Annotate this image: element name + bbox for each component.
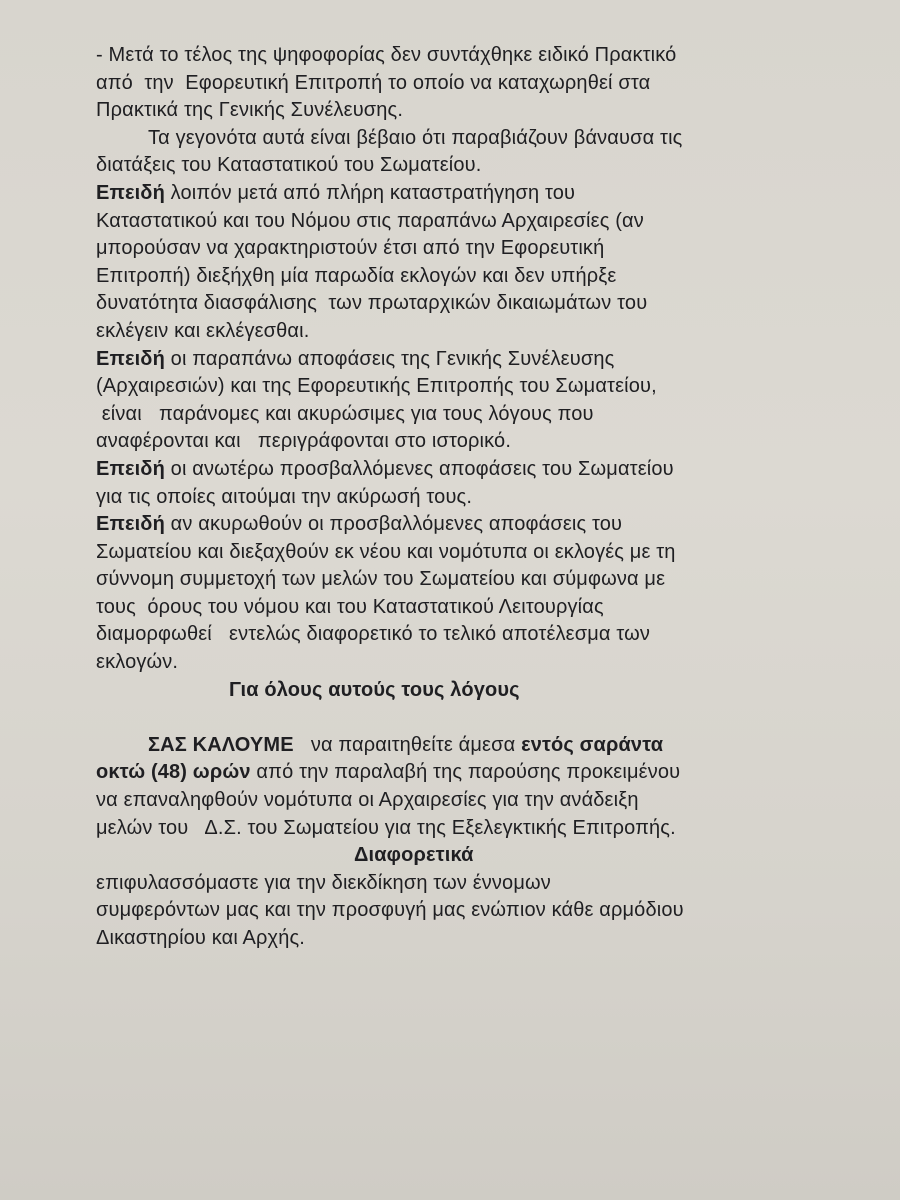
text-segment: αν ακυρωθούν οι προσβαλλόμενες αποφάσεις του [170, 513, 623, 536]
text-line: διαμορφωθεί εντελώς διαφορετικό το τελικό αποτέλεσμα των [96, 623, 651, 646]
text-line: συμφερόντων μας και την προσφυγή μας ενώπιον κάθε αρμόδιου [96, 899, 684, 922]
sas-kaloume-keyword: ΣΑΣ ΚΑΛΟΥΜΕ [148, 733, 294, 756]
text-line: Τα γεγονότα αυτά είναι βέβαιο ότι παραβιάζουν βάναυσα τις [148, 126, 683, 149]
epeidi-keyword: Επειδή [96, 457, 165, 480]
text-line: είναι παράνομες και ακυρώσιμες για τους λόγους που [96, 402, 594, 425]
text-line: από την Εφορευτική Επιτροπή το οποίο να καταχωρηθεί στα [96, 71, 651, 94]
epeidi-keyword: Επειδή [96, 513, 165, 536]
demand-line-2 [96, 759, 840, 787]
text-line: μελών του Δ.Σ. του Σωματείου για της Εξελεγκτικής Επιτροπής. [96, 816, 676, 839]
text-line: Πρακτικά της Γενικής Συνέλευσης. [96, 99, 404, 122]
demand-line [96, 732, 840, 760]
text-line: εκλογών. [96, 651, 179, 674]
text-line: - Μετά το τέλος της ψηφοφορίας δεν συντάχθηκε ειδικό Πρακτικό [96, 44, 677, 66]
text-line: σύννομη συμμετοχή των μελών του Σωματείου και σύμφωνα με [96, 568, 666, 591]
text-segment: από την παραλαβή της παρούσης προκειμένου [256, 761, 681, 784]
deadline-bold: εντός σαράντα [521, 733, 664, 756]
text-line: δυνατότητα διασφάλισης των πρωταρχικών δικαιωμάτων του [96, 292, 648, 315]
text-segment: οι παραπάνω αποφάσεις της Γενικής Συνέλευσης [170, 347, 615, 370]
text-line: για τις οποίες αιτούμαι την ακύρωσή τους. [96, 485, 473, 508]
text-line: (Αρχαιρεσιών) και της Εφορευτικής Επιτροπής του Σωματείου, [96, 375, 657, 398]
text-line: επιφυλασσόμαστε για την διεκδίκηση των έννομων [96, 871, 551, 894]
text-line: μπορούσαν να χαρακτηριστούν έτσι από την Εφορευτική [96, 237, 605, 260]
epeidi-keyword: Επειδή [96, 181, 165, 204]
text-line: Επιτροπή) διεξήχθη μία παρωδία εκλογών και δεν υπήρξε [96, 264, 617, 287]
text-line: εκλέγειν και εκλέγεσθαι. [96, 319, 310, 342]
deadline-bold: οκτώ (48) ωρών [96, 761, 251, 784]
text-line: Σωματείου και διεξαχθούν εκ νέου και νομότυπα οι εκλογές με τη [96, 540, 676, 563]
text-line: διατάξεις του Καταστατικού του Σωματείου. [96, 154, 482, 177]
paragraph-epeidi-1 [96, 180, 840, 208]
blank-line [96, 704, 840, 732]
section-heading: Για όλους αυτούς τους λόγους [229, 678, 520, 701]
text-segment: λοιπόν μετά από πλήρη καταστρατήγηση του [170, 181, 576, 204]
text-line: να επαναληφθούν νομότυπα οι Αρχαιρεσίες για την ανάδειξη [96, 789, 639, 812]
text-segment: να παραιτηθείτε άμεσα [310, 733, 516, 756]
epeidi-keyword: Επειδή [96, 347, 165, 370]
paragraph-epeidi-3 [96, 456, 840, 484]
paragraph-epeidi-2 [96, 346, 840, 374]
text-line: Καταστατικού και του Νόμου στις παραπάνω Αρχαιρεσίες (αν [96, 209, 644, 232]
otherwise-heading: Διαφορετικά [354, 844, 474, 867]
text-line: αναφέρονται και περιγράφονται στο ιστορικό. [96, 430, 512, 453]
text-line: Δικαστηρίου και Αρχής. [96, 927, 305, 949]
text-line: τους όρους του νόμου και του Καταστατικού Λειτουργίας [96, 595, 604, 618]
text-segment: οι ανωτέρω προσβαλλόμενες αποφάσεις του Σωματείου [170, 457, 674, 480]
paragraph-epeidi-4 [96, 511, 840, 539]
